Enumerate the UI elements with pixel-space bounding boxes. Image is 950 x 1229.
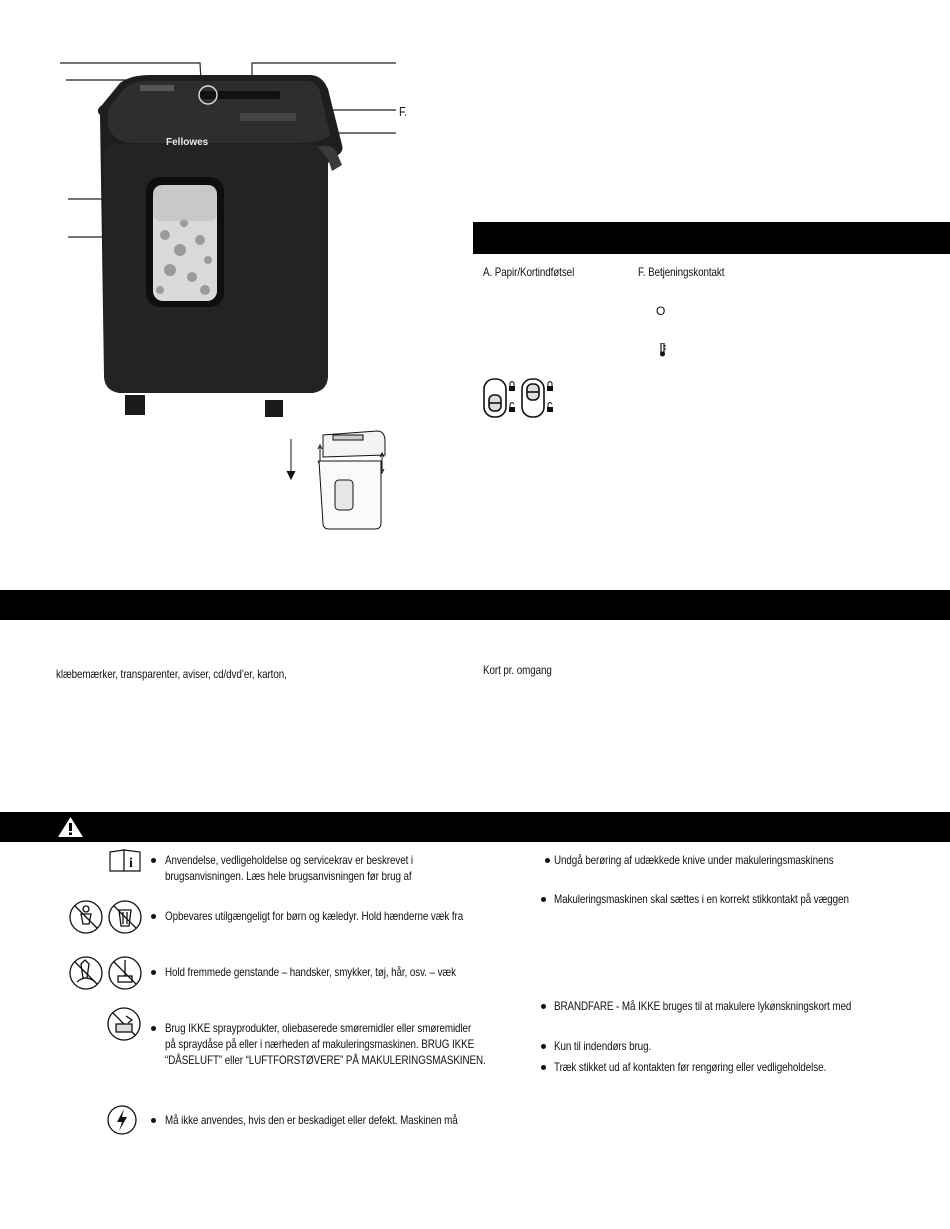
shredder-illustration [60, 55, 408, 425]
bullet [541, 1065, 546, 1070]
safety-left-1-line1: Anvendelse, vedligeholdelse og servicekrav er beskrevet i [165, 853, 414, 867]
safety-right-4: Kun til indendørs brug. [554, 1039, 652, 1053]
safety-left-3-line1: Hold fremmede genstande – handsker, smykker, tøj, hår, osv. – væk [165, 965, 456, 979]
safety-left-1-line2: brugsanvisningen. Læs hele brugsanvisningen før brug af [165, 869, 412, 883]
safety-left-4-line3: “DÅSELUFT” eller “LUFTFORSTØVERE” PÅ MAKULERINGSMASKINEN. [165, 1053, 486, 1067]
safety-right-3: BRANDFARE - Må IKKE bruges til at makulere lykønskningskort med [554, 999, 852, 1013]
no-aerosol-icon [106, 1006, 142, 1042]
bullet [151, 1026, 156, 1031]
safety-left-4-line2: på spraydåse på eller i nærheden af makuleringsmaskinen. BRUG IKKE [165, 1037, 475, 1051]
bullet [545, 858, 550, 863]
bullet [151, 858, 156, 863]
safety-header-bar [0, 812, 950, 842]
bullet [541, 897, 546, 902]
safety-right-5: Træk stikket ud af kontakten før rengøring eller vedligeholdelse. [554, 1060, 827, 1074]
part-f-label: F. Betjeningskontakt [638, 265, 725, 279]
bullet [151, 914, 156, 919]
bullet [541, 1044, 546, 1049]
bullet [541, 1004, 546, 1009]
capabilities-left-text: klæbemærker, transparenter, aviser, cd/dvd’er, karton, [56, 667, 287, 681]
safety-left-4-line1: Brug IKKE sprayprodukter, oliebaserede smøremidler eller smøremidler [165, 1021, 472, 1035]
svg-text:i: i [129, 856, 133, 871]
electric-hazard-icon [106, 1104, 138, 1136]
parts-header-bar [473, 222, 950, 254]
bin-removal-diagram [285, 425, 390, 537]
thermal-icon [659, 343, 667, 357]
bullet [151, 970, 156, 975]
callout-f-label: F. [399, 104, 408, 119]
off-symbol: O [656, 304, 666, 318]
part-a-label: A. Papir/Kortindføtsel [483, 265, 575, 279]
safety-right-2: Makuleringsmaskinen skal sættes i en korrekt stikkontakt på væggen [554, 892, 849, 906]
safety-left-5-line1: Må ikke anvendes, hvis den er beskadiget eller defekt. Maskinen må [165, 1113, 458, 1127]
manual-info-icon [108, 849, 142, 873]
brand-logo: Fellowes [166, 137, 209, 148]
safety-left-2-line1: Opbevares utilgængeligt for børn og kæledyr. Hold hænderne væk fra [165, 909, 464, 923]
no-children-pets-icon [69, 898, 145, 936]
lock-switch-icons [480, 377, 555, 419]
warning-triangle-icon [57, 816, 84, 838]
bullet [151, 1118, 156, 1123]
no-foreign-objects-icon [69, 954, 145, 992]
safety-right-1: Undgå berøring af udækkede knive under makuleringsmaskinens [554, 853, 834, 867]
capabilities-right-text: Kort pr. omgang [483, 663, 552, 677]
capabilities-header-bar [0, 590, 950, 620]
